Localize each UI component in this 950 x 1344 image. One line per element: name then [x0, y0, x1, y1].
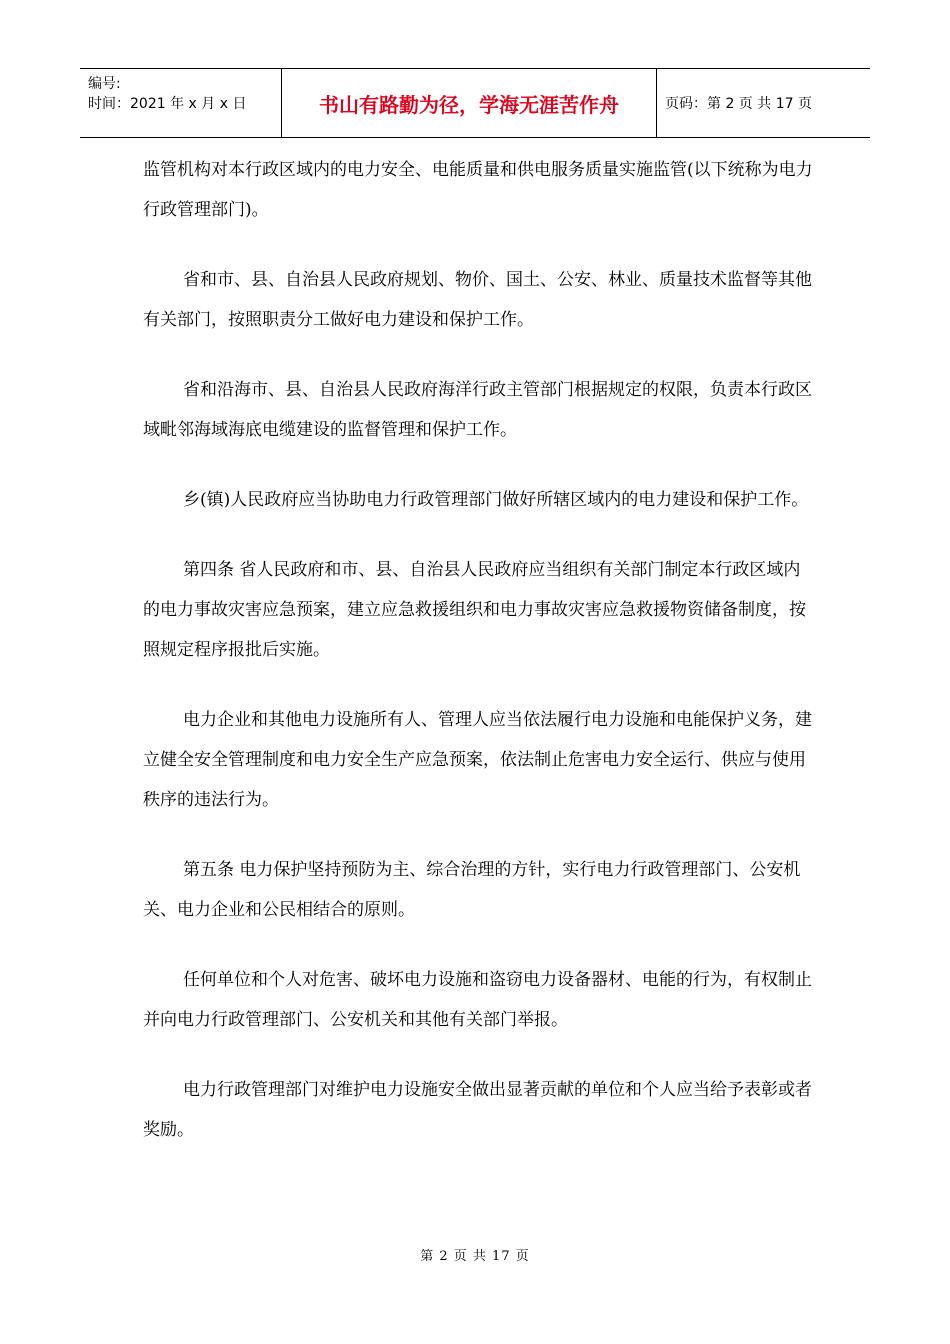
page-footer: 第 2 页 共 17 页 — [420, 1249, 530, 1264]
number-label: 编号: — [88, 76, 121, 92]
header-page-info: 页码：第 2 页 共 17 页 — [665, 96, 812, 112]
header-meta — [80, 69, 282, 137]
document-body — [143, 150, 815, 1180]
paragraph: 电力企业和其他电力设施所有人、管理人应当依法履行电力设施和电能保护义务，建立健全安全管理制度和电力安全生产应急预案，依法制止危害电力安全运行、供应与使用秩序的违法行为。 — [143, 710, 812, 810]
document-header — [80, 68, 870, 138]
paragraph: 任何单位和个人对危害、破坏电力设施和盗窃电力设备器材、电能的行为，有权制止并向电力行政管理部门、公安机关和其他有关部门举报。 — [143, 970, 812, 1030]
paragraph: 第四条 省人民政府和市、县、自治县人民政府应当组织有关部门制定本行政区域内的电力事故灾害应急预案，建立应急救援组织和电力事故灾害应急救援物资储备制度，按照规定程序报批后实施。 — [143, 560, 806, 660]
paragraph: 乡(镇)人民政府应当协助电力行政管理部门做好所辖区域内的电力建设和保护工作。 — [183, 490, 809, 510]
time-label: 时间：2021 年 x 月 x 日 — [88, 96, 247, 112]
paragraph: 省和沿海市、县、自治县人民政府海洋行政主管部门根据规定的权限，负责本行政区域毗邻海域海底电缆建设的监督管理和保护工作。 — [143, 380, 812, 440]
paragraph: 电力行政管理部门对维护电力设施安全做出显著贡献的单位和个人应当给予表彰或者奖励。 — [143, 1080, 812, 1140]
paragraph: 省和市、县、自治县人民政府规划、物价、国土、公安、林业、质量技术监督等其他有关部门，按照职责分工做好电力建设和保护工作。 — [143, 270, 812, 330]
header-motto: 书山有路勤为径，学海无涯苦作舟 — [282, 69, 657, 137]
paragraph: 监管机构对本行政区域内的电力安全、电能质量和供电服务质量实施监管(以下统称为电力行政管理部门)。 — [143, 160, 813, 220]
paragraph: 第五条 电力保护坚持预防为主、综合治理的方针，实行电力行政管理部门、公安机关、电力企业和公民相结合的原则。 — [143, 860, 801, 920]
